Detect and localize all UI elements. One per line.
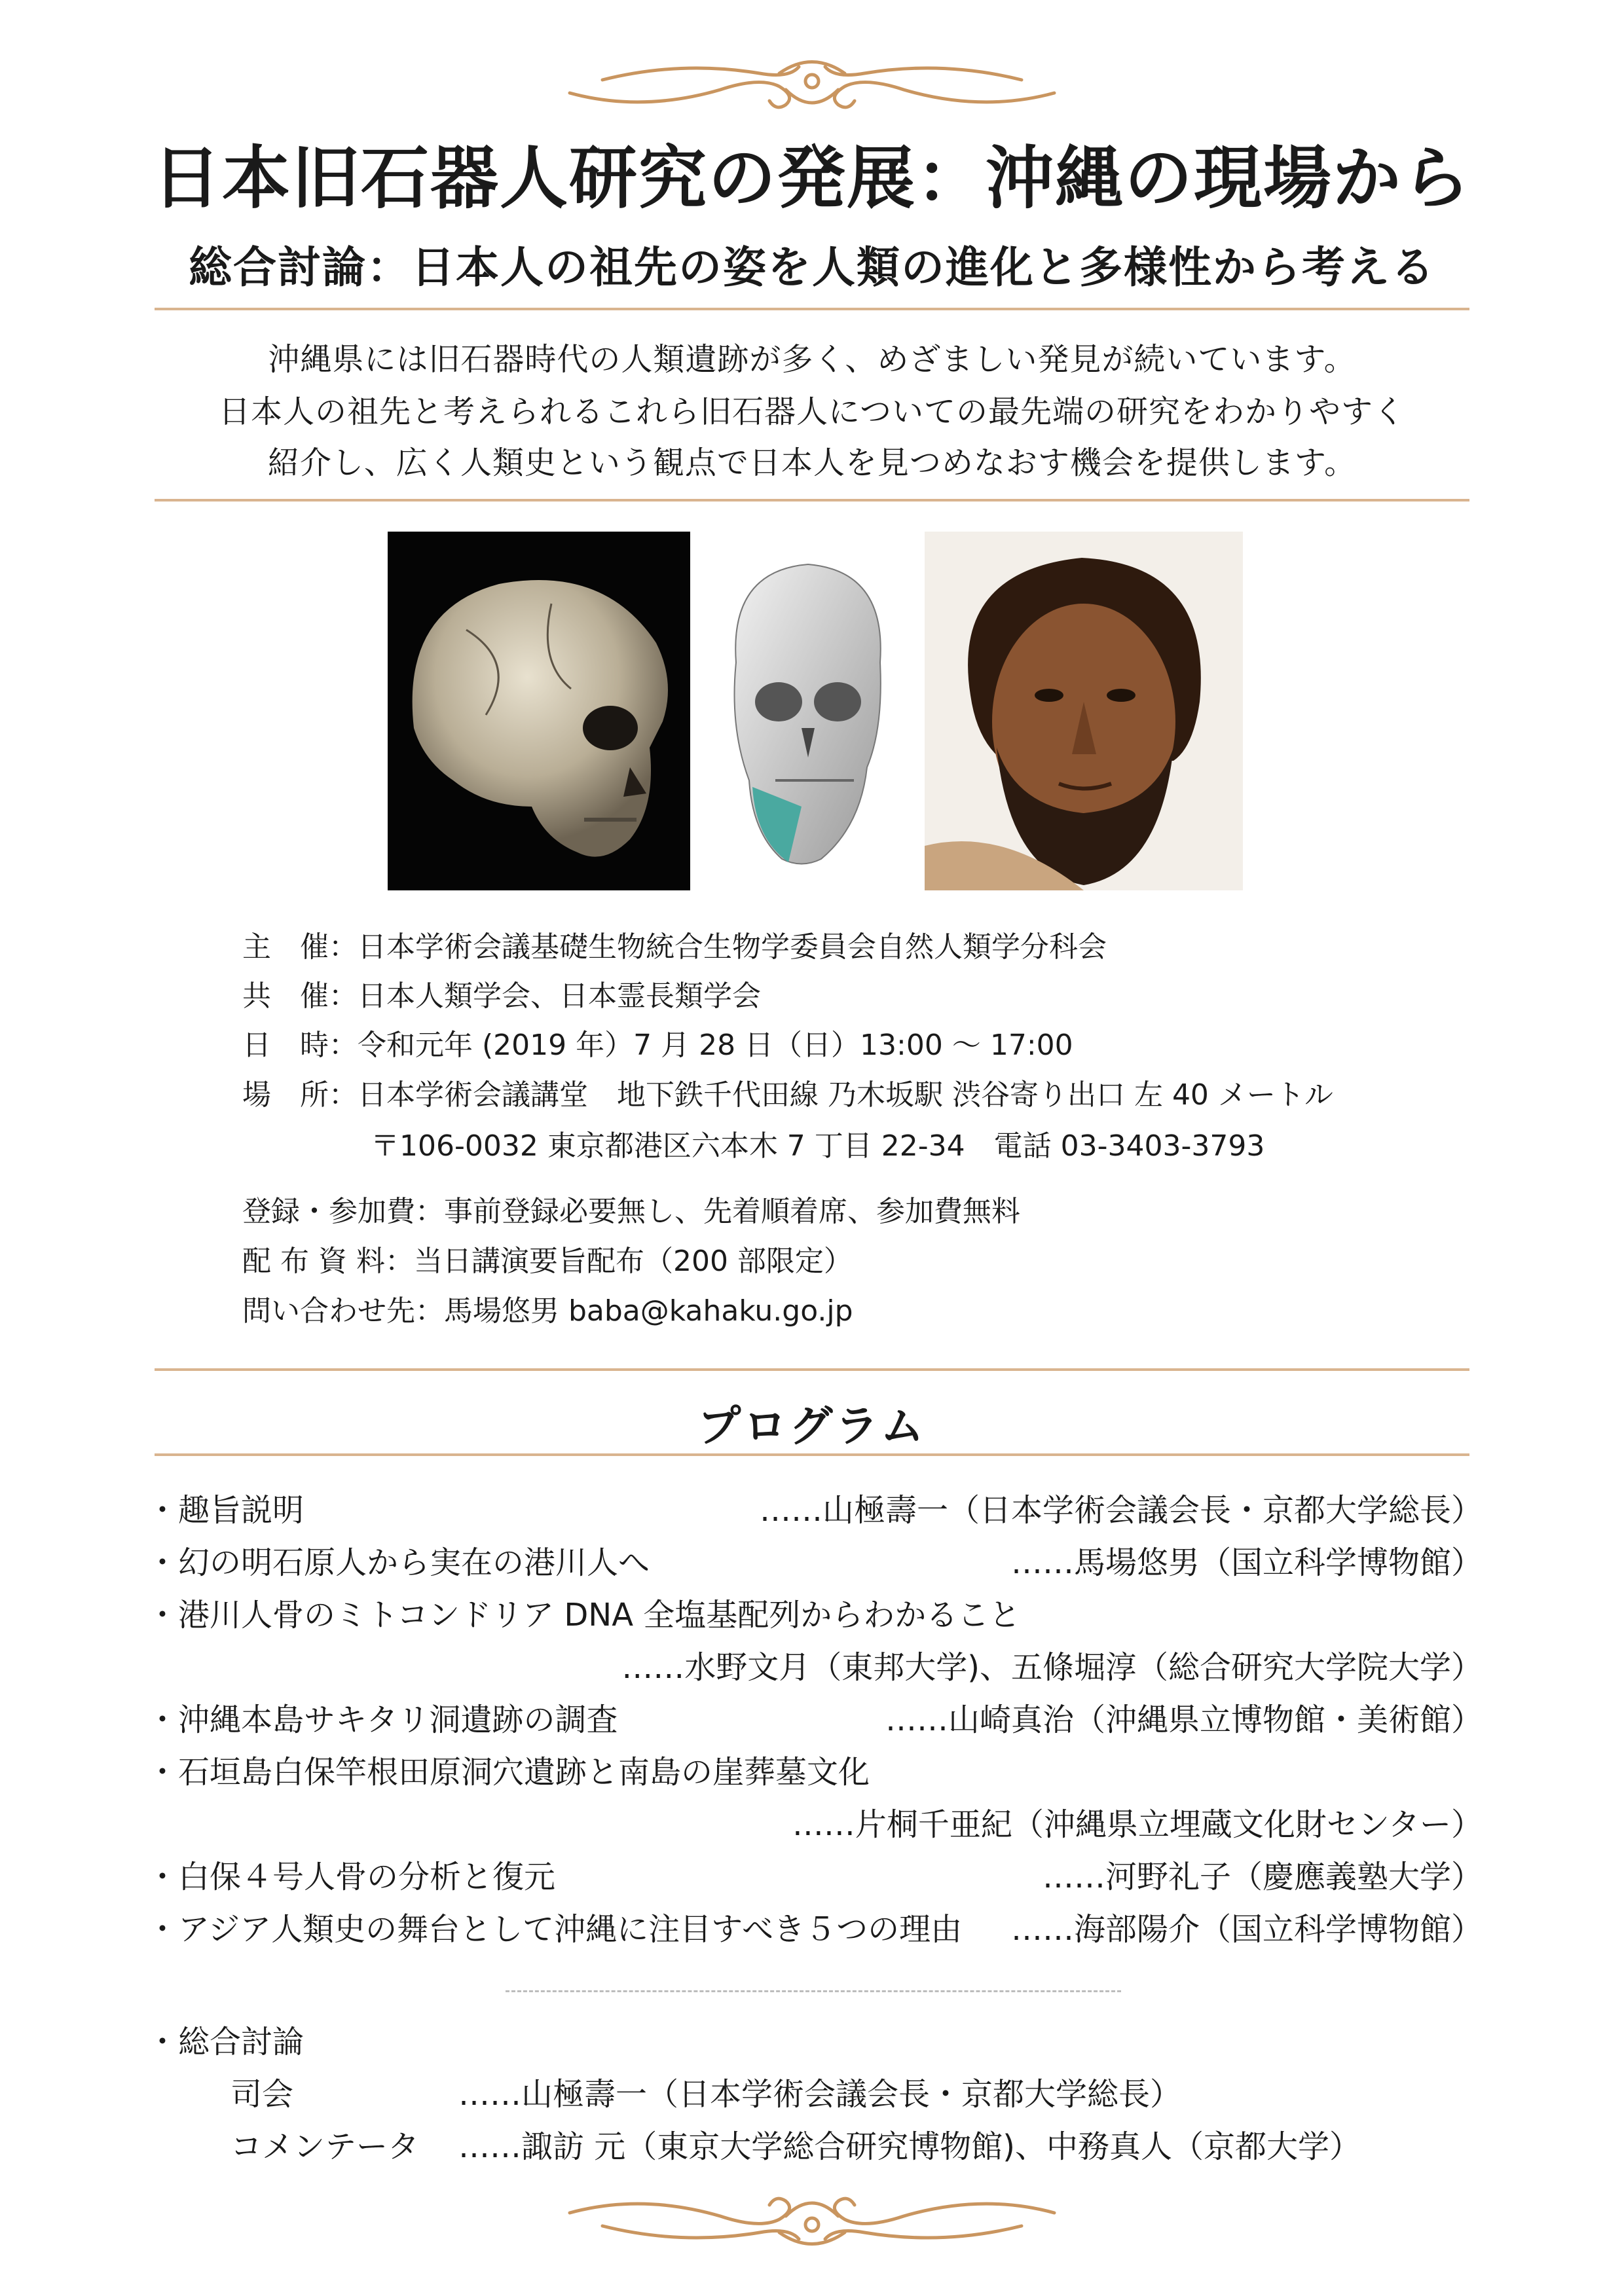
program-item-speaker: ……馬場悠男（国立科学博物館） [1010, 1544, 1483, 1581]
program-item-title: ・趣旨説明 [147, 1492, 304, 1529]
program-item-speaker: ……山崎真治（沖縄県立博物館・美術館） [885, 1702, 1483, 1738]
program-item-title: ・アジア人類史の舞台として沖縄に注目すべき５つの理由 [147, 1911, 963, 1948]
divider-program-bottom [155, 1453, 1469, 1456]
top-ornament [563, 54, 1061, 119]
commentator-names: ……諏訪 元（東京大学総合研究博物館)、中務真人（京都大学） [458, 2128, 1361, 2165]
co-organizer: 共 催：日本人類学会、日本霊長類学会 [242, 979, 761, 1013]
program-item-speaker: ……海部陽介（国立科学博物館） [1010, 1911, 1483, 1948]
program-item-speaker: ……片桐千亜紀（沖縄県立埋蔵文化財センター） [792, 1806, 1483, 1843]
divider-program-top [155, 1368, 1469, 1371]
program-item-speaker: ……河野礼子（慶應義塾大学） [1042, 1859, 1483, 1895]
program-item-title: ・幻の明石原人から実在の港川人へ [147, 1544, 650, 1581]
commentator-label: コメンテータ [231, 2128, 420, 2165]
program-item-title: ・石垣島白保竿根田原洞穴遺跡と南島の崖葬墓文化 [147, 1754, 870, 1791]
program-item-speaker: ……山極壽一（日本学術会議会長・京都大学総長） [759, 1492, 1483, 1529]
dashed-divider [506, 1990, 1121, 1992]
skull-3d-model [690, 532, 925, 890]
venue: 場 所：日本学術会議講堂 地下鉄千代田線 乃木坂駅 渋谷寄り出口 左 40 メートル [242, 1078, 1333, 1112]
divider-top [155, 308, 1469, 310]
contact: 問い合わせ先：馬場悠男 baba@kahaku.go.jp [242, 1294, 853, 1328]
page-title: 日本旧石器人研究の発展：沖縄の現場から [152, 138, 1471, 218]
datetime: 日 時：令和元年 (2019 年）7 月 28 日（日）13:00 ～ 17:00 [242, 1029, 1073, 1062]
organizer: 主 催：日本学術会議基礎生物統合生物学委員会自然人類学分科会 [242, 930, 1107, 964]
program-item-speaker: ……水野文月（東邦大学)、五條堀淳（総合研究大学院大学） [621, 1649, 1483, 1686]
program-item-title: ・白保４号人骨の分析と復元 [147, 1859, 556, 1895]
program-heading: プログラム [697, 1401, 927, 1451]
face-reconstruction [925, 532, 1243, 890]
program-item-title: ・沖縄本島サキタリ洞遺跡の調査 [147, 1702, 618, 1738]
divider-intro [155, 499, 1469, 501]
materials: 配 布 資 料：当日講演要旨配布（200 部限定） [242, 1245, 853, 1278]
address: 〒106-0032 東京都港区六本木 7 丁目 22-34 電話 03-3403-3793 [371, 1129, 1265, 1163]
discussion-title: ・総合討論 [147, 2024, 304, 2060]
chair-name: ……山極壽一（日本学術会議会長・京都大学総長） [458, 2076, 1182, 2113]
skull-photo [388, 532, 690, 890]
intro-line-2: 日本人の祖先と考えられるこれら旧石器人についての最先端の研究をわかりやすく [218, 393, 1406, 430]
registration: 登録・参加費：事前登録必要無し、先着順着席、参加費無料 [242, 1195, 1020, 1228]
program-item-title: ・港川人骨のミトコンドリア DNA 全塩基配列からわかること [147, 1597, 1021, 1633]
page-subtitle: 総合討論：日本人の祖先の姿を人類の進化と多様性から考える [189, 242, 1435, 293]
intro-line-1: 沖縄県には旧石器時代の人類遺跡が多く、めざましい発見が続いています。 [268, 341, 1356, 378]
intro-line-3: 紹介し、広く人類史という観点で日本人を見つめなおす機会を提供します。 [267, 445, 1357, 481]
bottom-ornament [563, 2187, 1061, 2252]
chair-label: 司会 [231, 2076, 294, 2113]
